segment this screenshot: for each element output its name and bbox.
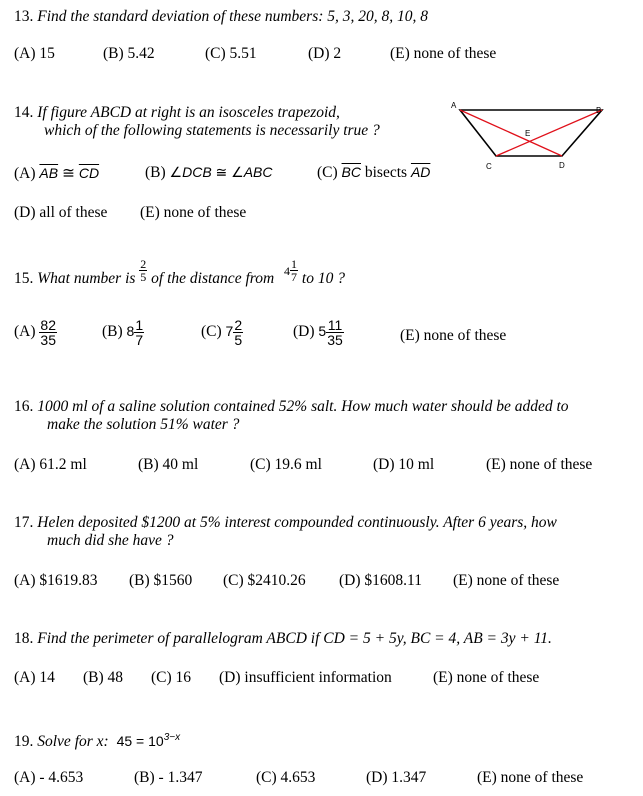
- trapezoid-outline: [460, 110, 602, 156]
- q17-option-c: (C) $2410.26: [223, 572, 306, 589]
- q15-option-c-den: 5: [234, 332, 243, 348]
- q19-option-d: (D) 1.347: [366, 769, 427, 786]
- q15-option-a-fraction: [39, 318, 57, 347]
- q14-option-e: (E) none of these: [140, 204, 247, 221]
- q15-option-c-num: 2: [234, 317, 243, 333]
- trapezoid-figure: [445, 96, 615, 176]
- congruent-symbol: ≅: [61, 165, 75, 182]
- q15-mixed-whole: 4: [284, 264, 291, 278]
- q14-option-c-label: (C): [317, 164, 338, 181]
- q18-number: 18.: [14, 630, 34, 647]
- q17-prompt: [14, 514, 557, 532]
- q15-option-b-den: 7: [135, 332, 144, 348]
- q15-option-c-label: (C): [201, 323, 222, 341]
- q18-prompt: [14, 630, 552, 648]
- q15-option-e: (E) none of these: [400, 327, 507, 344]
- q15-option-b-fraction: [134, 318, 144, 347]
- q13-option-a: (A) 15: [14, 45, 55, 62]
- q18-option-e: (E) none of these: [433, 669, 540, 686]
- q13-option-c: (C) 5.51: [205, 45, 257, 62]
- q14-option-b-label: (B): [145, 164, 166, 181]
- q17-option-a: (A) $1619.83: [14, 572, 98, 589]
- q16-option-d: (D) 10 ml: [373, 456, 435, 473]
- q15-option-d-den: 35: [327, 332, 343, 348]
- q15-option-b-whole: 8: [126, 323, 135, 340]
- q19-pre: Solve for x:: [37, 733, 109, 751]
- q18-option-a: (A) 14: [14, 669, 55, 686]
- q19-prompt: [14, 732, 180, 751]
- label-d: D: [559, 161, 565, 170]
- q18-text: Find the perimeter of parallelogram ABCD if CD = 5 + 5y, BC = 4, AB = 3y + 11.: [37, 630, 552, 647]
- q15-option-c-fraction: [233, 318, 243, 347]
- label-b: B: [596, 106, 602, 115]
- q16-option-e: (E) none of these: [486, 456, 593, 473]
- q17-number: 17.: [14, 514, 34, 531]
- q15-option-d-whole: 5: [318, 323, 327, 340]
- q19-equation-base: 45 = 10: [116, 733, 164, 750]
- q15-mixed-fraction: [290, 258, 298, 283]
- q13-text: Find the standard deviation of these numbers: 5, 3, 20, 8, 10, 8: [37, 8, 429, 25]
- label-c: C: [486, 162, 492, 171]
- q19-option-b: (B) - 1.347: [134, 769, 203, 786]
- q15-frac-den: 5: [140, 270, 147, 284]
- q13-number: 13.: [14, 8, 34, 25]
- q14-option-b-expr: ∠DCB ≅ ∠ABC: [169, 164, 273, 180]
- q19-option-a: (A) - 4.653: [14, 769, 84, 786]
- q19-number: 19.: [14, 733, 34, 751]
- q15-mid: of the distance from: [151, 270, 275, 287]
- q14-option-c: [317, 164, 430, 182]
- q16-line1: 1000 ml of a saline solution contained 52% salt. How much water should be added to: [37, 398, 569, 415]
- q14-option-d: (D) all of these: [14, 204, 108, 221]
- q14-prompt: [14, 104, 340, 122]
- q15-option-b-label: (B): [102, 323, 123, 341]
- q18-option-b: (B) 48: [83, 669, 124, 686]
- q15-number: 15.: [14, 270, 34, 287]
- q14-option-c-mid: bisects: [364, 164, 408, 181]
- segment-bc: $\overline{BC}$: [341, 164, 361, 180]
- q19-option-c: (C) 4.653: [256, 769, 316, 786]
- q15-option-b-num: 1: [135, 317, 144, 333]
- q15-fraction: [139, 258, 147, 283]
- segment-cd: $\overline{CD}$: [78, 165, 100, 181]
- q14-line1: If figure ABCD at right is an isosceles trapezoid,: [37, 104, 340, 121]
- q15-option-a-label: (A): [14, 323, 36, 341]
- q15-option-c-whole: 7: [225, 323, 234, 340]
- q15-option-d-num: 11: [327, 317, 343, 333]
- q19-option-e: (E) none of these: [477, 769, 584, 786]
- q16-option-b: (B) 40 ml: [138, 456, 199, 473]
- q15-pre: What number is: [37, 270, 136, 287]
- q16-option-c: (C) 19.6 ml: [250, 456, 322, 473]
- q18-option-d: (D) insufficient information: [219, 669, 392, 686]
- q16-number: 16.: [14, 398, 34, 415]
- q15-option-a: [14, 318, 57, 347]
- q18-option-c: (C) 16: [151, 669, 192, 686]
- q19-equation-exponent: 3−x: [163, 732, 181, 743]
- label-e: E: [525, 129, 531, 138]
- q17-line1: Helen deposited $1200 at 5% interest compounded continuously. After 6 years, how: [37, 514, 557, 531]
- q15-option-b: [102, 318, 144, 347]
- q17-option-d: (D) $1608.11: [339, 572, 422, 589]
- segment-ad: $\overline{AD}$: [410, 164, 431, 180]
- q17-line2: much did she have ?: [47, 532, 174, 549]
- segment-ab: $\overline{AB}$: [39, 165, 59, 181]
- q16-option-a: (A) 61.2 ml: [14, 456, 87, 473]
- q15-option-d: [293, 318, 344, 347]
- q13-option-d: (D) 2: [308, 45, 342, 62]
- q17-option-b: (B) $1560: [129, 572, 193, 589]
- q17-option-e: (E) none of these: [453, 572, 560, 589]
- q14-number: 14.: [14, 104, 34, 121]
- q15-option-d-label: (D): [293, 323, 315, 341]
- q13-option-b: (B) 5.42: [103, 45, 155, 62]
- q15-option-d-fraction: [326, 318, 344, 347]
- q16-prompt: [14, 398, 569, 416]
- q16-line2: make the solution 51% water ?: [47, 416, 240, 433]
- q15-mixed-num: 1: [291, 257, 298, 271]
- q14-option-b: [145, 164, 273, 182]
- q15-option-c: [201, 318, 243, 347]
- q13-option-e: (E) none of these: [390, 45, 497, 62]
- q15-option-a-num: 82: [40, 317, 56, 333]
- q15-mixed-den: 7: [291, 270, 298, 284]
- q14-option-a: [14, 164, 99, 183]
- q14-option-a-label: (A): [14, 165, 36, 182]
- q14-line2: which of the following statements is necessarily true ?: [44, 122, 380, 139]
- q15-post: to 10 ?: [301, 270, 345, 287]
- q15-frac-num: 2: [140, 257, 147, 271]
- label-a: A: [451, 101, 457, 110]
- q13-prompt: [14, 8, 428, 26]
- q15-prompt: [14, 258, 345, 288]
- q15-option-a-den: 35: [40, 332, 56, 348]
